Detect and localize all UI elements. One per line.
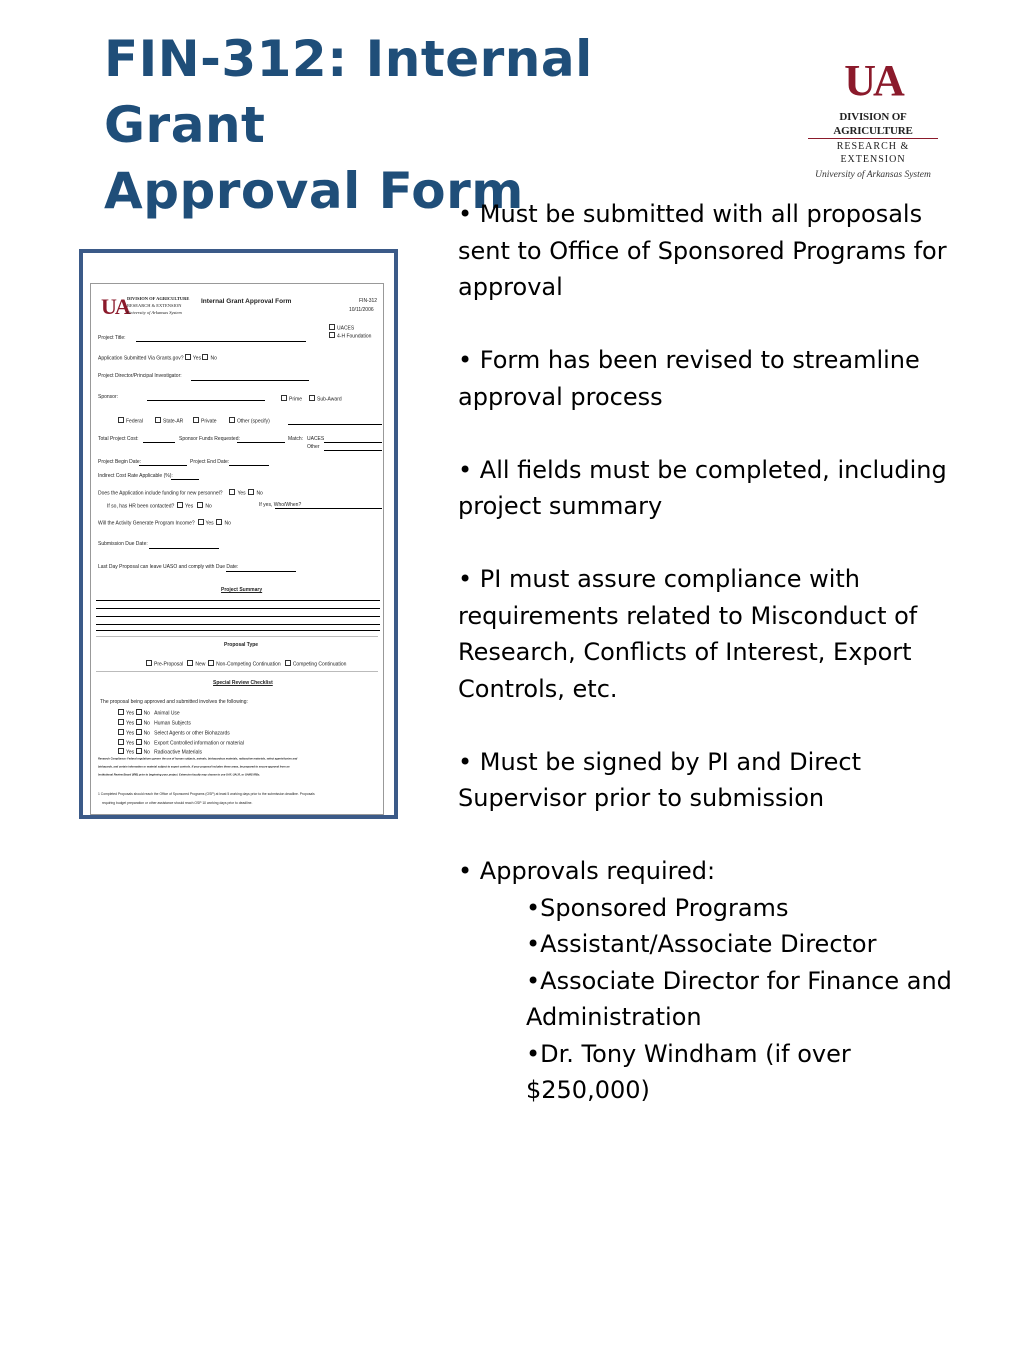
form-number: FIN-312 xyxy=(359,298,378,304)
form-project-title: Project Title: xyxy=(98,335,126,341)
form-indirect: Indirect Cost Rate Applicable (%): xyxy=(98,473,173,479)
bullet-item: • Form has been revised to streamline approval process xyxy=(458,346,920,411)
form-pi: Project Director/Principal Investigator: xyxy=(98,373,182,379)
form-match-other: Other xyxy=(307,444,320,450)
form-compliance-line: Research Compliance: Federal regulations govern the use of human subjects, animals, biohazardous materials, radioactive materials, select agents/toxins and xyxy=(98,757,298,761)
form-line xyxy=(226,571,296,572)
title-line-1: FIN-312: Internal Grant xyxy=(104,30,593,154)
form-personnel: Does the Application include funding for new personnel? Yes No xyxy=(98,490,263,497)
bullet-item: • Must be signed by PI and Direct Supervisor prior to submission xyxy=(458,747,862,812)
form-line xyxy=(136,341,306,342)
form-sub-award: Sub-Award xyxy=(309,395,342,403)
form-footnote-line: 1 Completed Proposals should reach the Office of Sponsored Programs (OSP) at least 5 working days prior to the submission deadline. Proposals xyxy=(98,792,315,796)
form-title: Internal Grant Approval Form xyxy=(201,298,292,305)
form-match: Match: xyxy=(288,436,304,442)
form-line xyxy=(96,616,380,617)
form-federal: Federal xyxy=(118,417,143,425)
page-title xyxy=(104,26,744,224)
form-review-item: Yes No Animal Use xyxy=(118,709,180,717)
form-proposal-type: Proposal Type xyxy=(224,642,259,648)
form-private: Private xyxy=(193,417,217,425)
form-end-date: Project End Date: xyxy=(190,459,230,465)
form-divider xyxy=(96,671,378,672)
logo-research: RESEARCH & EXTENSION xyxy=(808,138,938,166)
bullet-item: • Approvals required: xyxy=(458,857,716,885)
form-who-when: If yes, Who/When? xyxy=(259,502,302,508)
form-last-day: Last Day Proposal can leave UASO and comply with Due Date: xyxy=(98,564,239,570)
logo-division: DIVISION OF AGRICULTURE xyxy=(833,111,913,137)
form-prime: Prime xyxy=(281,395,302,403)
form-line xyxy=(237,442,285,443)
form-line xyxy=(149,548,219,549)
bullet-item: • PI must assure compliance with requirements related to Misconduct of Research, Conflicts of Interest, Export Controls, etc. xyxy=(458,565,918,703)
title-line-2: Approval Form xyxy=(104,162,524,220)
bullet-list xyxy=(458,196,958,1109)
form-other-specify: Other (specify) xyxy=(229,417,270,425)
approval-item: •Assistant/Associate Director xyxy=(526,930,877,958)
form-line xyxy=(171,479,199,480)
form-review-item: Yes No Human Subjects xyxy=(118,719,191,727)
form-state: State-AR xyxy=(155,417,183,425)
form-review-item: Yes No Export Controlled information or material xyxy=(118,739,244,747)
logo-system: University of Arkansas System xyxy=(815,170,931,180)
form-proposal-options: Pre-Proposal New Non-Competing Continuation Competing Continuation xyxy=(146,660,346,668)
form-project-summary: Project Summary xyxy=(221,587,263,593)
bullet-item: • All fields must be completed, including project summary xyxy=(458,455,947,520)
bullet-item: • Must be submitted with all proposals sent to Office of Sponsored Programs for approval xyxy=(458,200,947,301)
form-line xyxy=(288,424,382,425)
form-thumbnail xyxy=(90,283,384,815)
form-review-item: Yes No Radioactive Materials xyxy=(118,748,202,756)
form-line xyxy=(147,400,265,401)
form-hr: If so, has HR been contacted? Yes No xyxy=(107,503,212,510)
form-match-uaces: UACES xyxy=(307,436,325,442)
form-line xyxy=(229,465,269,466)
form-special-review: Special Review Checklist xyxy=(213,680,273,686)
form-logo-line: University of Arkansas System xyxy=(127,310,182,315)
university-logo xyxy=(808,56,938,180)
form-compliance-line: biohazards, and certain information or material subject to export controls. If your proposal includes these areas, be prepared to secure approval from an xyxy=(98,765,290,769)
form-sponsor-funds: Sponsor Funds Requested: xyxy=(179,436,240,442)
form-line xyxy=(143,442,175,443)
form-total-cost: Total Project Cost: xyxy=(98,436,139,442)
form-line xyxy=(275,508,382,509)
form-involves: The proposal being approved and submitted involves the following: xyxy=(100,699,248,705)
form-foundation: 4-H Foundation xyxy=(329,332,371,340)
form-line xyxy=(96,600,380,601)
form-compliance-line: Institutional Review Board (IRB) prior to beginning your project. Extension faculty may choose to use UAF, UALR, or UAMS IRBs. xyxy=(98,773,261,777)
form-divider xyxy=(96,636,378,637)
form-logo-mark: UA xyxy=(101,294,129,319)
form-line xyxy=(96,624,380,625)
form-logo-line: DIVISION OF AGRICULTURE xyxy=(127,296,190,301)
form-logo-line: RESEARCH & EXTENSION xyxy=(127,303,182,308)
form-begin-date: Project Begin Date: xyxy=(98,459,142,465)
approval-item: •Associate Director for Finance and Administration xyxy=(526,966,952,1031)
form-income: Will the Activity Generate Program Income? Yes No xyxy=(98,520,231,527)
form-line xyxy=(96,608,380,609)
form-sponsor: Sponsor: xyxy=(98,394,119,400)
form-line xyxy=(324,450,382,451)
form-uaces: UACES xyxy=(329,324,354,332)
form-logo xyxy=(101,294,190,324)
form-line xyxy=(191,380,309,381)
form-date: 10/11/2006 xyxy=(349,307,374,313)
form-line xyxy=(139,465,187,466)
logo-mark: UA xyxy=(844,56,902,105)
approval-item: •Dr. Tony Windham (if over $250,000) xyxy=(526,1039,851,1104)
form-line xyxy=(96,630,380,631)
form-line xyxy=(324,442,382,443)
form-footnote-line: requiring budget preparation or other assistance should reach OSP 10 working days prior to deadline. xyxy=(102,801,253,805)
form-due-date: Submission Due Date: xyxy=(98,541,148,547)
approval-item: •Sponsored Programs xyxy=(526,893,789,922)
form-review-item: Yes No Select Agents or other Biohazards xyxy=(118,729,230,737)
form-grants-gov: Application Submitted Via Grants.gov? Yes No xyxy=(98,355,217,362)
